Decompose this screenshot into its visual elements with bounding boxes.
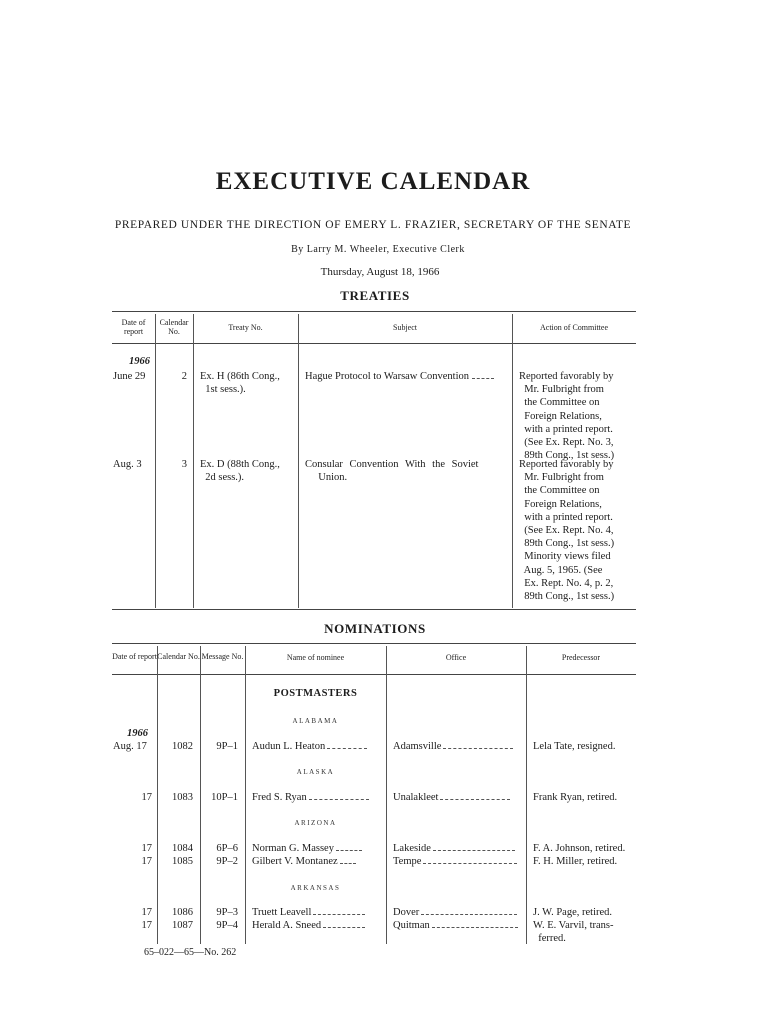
report-date: 17 [141, 792, 152, 803]
year-label: 1966 [127, 728, 148, 739]
table-rule [112, 674, 636, 675]
page-title: EXECUTIVE CALENDAR [215, 168, 531, 195]
table-rule [112, 311, 636, 312]
table-rule [112, 643, 636, 644]
column-header-calendar: Calendar No. [159, 318, 189, 336]
column-divider [512, 314, 513, 608]
office-name: Dover [393, 906, 517, 919]
calendar-number: 1084 [172, 843, 193, 854]
table-rule [112, 609, 636, 610]
column-header-predecessor: Predecessor [561, 653, 601, 662]
office-name: Lakeside [393, 842, 515, 855]
office-name: Unalakleet [393, 791, 510, 804]
treaty-subject: Consular Convention With the Soviet Union. [305, 459, 479, 484]
calendar-number: 1082 [172, 741, 193, 752]
calendar-number: 1085 [172, 856, 193, 867]
column-header-date: Date of report [121, 318, 146, 336]
committee-action: Reported favorably by Mr. Fulbright from the Committee on Foreign Relations, with a printed report. (See Ex. Rept. No. 3, 89th Cong., 1st sess.) [519, 371, 615, 462]
report-date: 17 [141, 856, 152, 867]
report-date: June 29 [113, 371, 146, 382]
column-header-calendar: Calendar No. [157, 652, 200, 661]
nominee-name: Norman G. Massey [252, 842, 362, 855]
column-divider [298, 314, 299, 608]
column-header-treaty: Treaty No. [228, 323, 263, 332]
report-date: Aug. 17 [113, 741, 147, 752]
year-label: 1966 [129, 356, 150, 367]
calendar-number: 2 [181, 371, 187, 382]
calendar-number: 1086 [172, 907, 193, 918]
predecessor: F. A. Johnson, retired. [533, 843, 626, 854]
calendar-number: 3 [181, 459, 187, 470]
report-date: 17 [141, 907, 152, 918]
state-heading: ARKANSAS [290, 884, 341, 892]
treaties-heading: TREATIES [340, 288, 410, 303]
column-divider [526, 646, 527, 944]
committee-action: Reported favorably by Mr. Fulbright from the Committee on Foreign Relations, with a printed report. (See Ex. Rept. No. 4, 89th Cong., 1st sess.) Minority views filed Aug. 5, 1965. (See Ex. Rept. No. 4, p. 2, 89th Cong., 1st sess.) [519, 459, 615, 603]
state-heading: ARIZONA [294, 819, 337, 827]
office-name: Quitman [393, 919, 518, 932]
table-rule [112, 343, 636, 344]
message-number: 6P–6 [216, 843, 238, 854]
state-heading: ALABAMA [292, 717, 339, 725]
treaty-number: Ex. H (86th Cong., 1st sess.). [200, 371, 280, 396]
nominee-name: Audun L. Heaton [252, 740, 367, 753]
nominations-heading: NOMINATIONS [324, 621, 426, 636]
nominee-name: Fred S. Ryan [252, 791, 369, 804]
column-header-office: Office [445, 653, 467, 662]
calendar-number: 1087 [172, 920, 193, 931]
treaty-number: Ex. D (88th Cong., 2d sess.). [200, 459, 280, 484]
message-number: 9P–2 [216, 856, 238, 867]
nominee-name: Herald A. Sneed [252, 919, 365, 932]
office-name: Adamsville [393, 740, 513, 753]
clerk-line: By Larry M. Wheeler, Executive Clerk [291, 244, 465, 255]
report-date: 17 [141, 920, 152, 931]
predecessor: F. H. Miller, retired. [533, 856, 618, 867]
calendar-number: 1083 [172, 792, 193, 803]
office-name: Tempe [393, 855, 517, 868]
nominee-name: Truett Leavell [252, 906, 365, 919]
column-divider [386, 646, 387, 944]
prepared-by-line: PREPARED UNDER THE DIRECTION OF EMERY L. FRAZIER, SECRETARY OF THE SENATE [114, 219, 632, 231]
predecessor: W. E. Varvil, trans- ferred. [533, 920, 614, 945]
message-number: 9P–1 [216, 741, 238, 752]
column-divider [193, 314, 194, 608]
nominee-name: Gilbert V. Montanez [252, 855, 356, 868]
predecessor: Lela Tate, resigned. [533, 741, 616, 752]
report-date: 17 [141, 843, 152, 854]
treaty-subject: Hague Protocol to Warsaw Convention [305, 370, 494, 383]
report-date: Aug. 3 [113, 459, 142, 470]
column-header-action: Action of Committee [540, 323, 608, 332]
predecessor: J. W. Page, retired. [533, 907, 613, 918]
message-number: 10P–1 [211, 792, 238, 803]
print-code: 65–022—65—No. 262 [144, 947, 237, 958]
state-heading: ALASKA [296, 768, 335, 776]
calendar-date: Thursday, August 18, 1966 [320, 266, 440, 278]
message-number: 9P–4 [216, 920, 238, 931]
column-header-name: Name of nominee [286, 653, 345, 662]
column-header-subject: Subject [393, 323, 417, 332]
predecessor: Frank Ryan, retired. [533, 792, 618, 803]
column-header-message: Message No. [201, 652, 244, 661]
message-number: 9P–3 [216, 907, 238, 918]
column-header-date: Date of report [112, 652, 157, 661]
category-heading: POSTMASTERS [273, 688, 358, 699]
